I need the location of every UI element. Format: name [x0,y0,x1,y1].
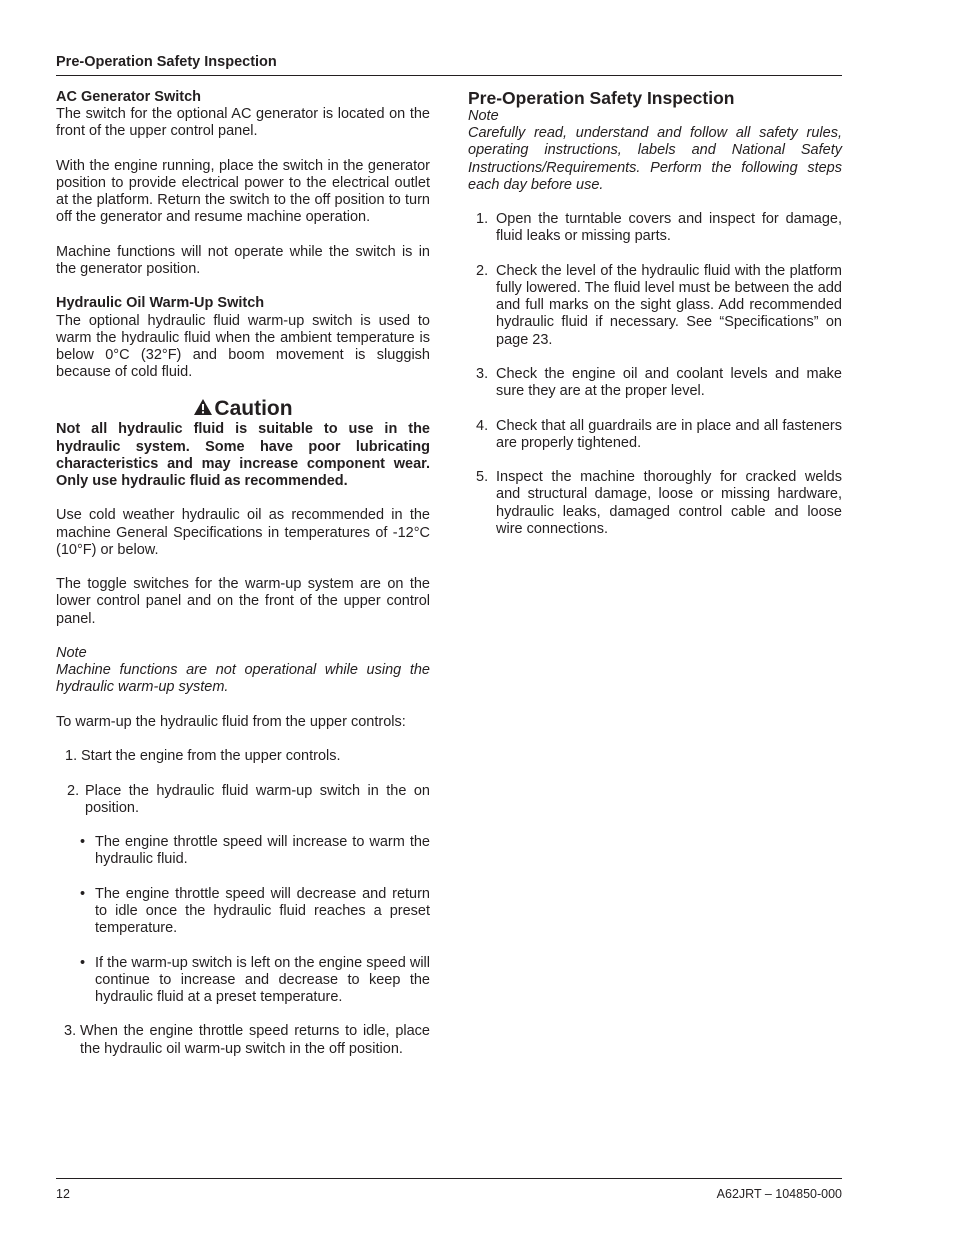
pre-operation-heading: Pre-Operation Safety Inspection [468,88,735,108]
caution-text: Not all hydraulic fluid is suitable to use in the hydraulic system. Some have poor lubricating characteristics and may increase component wear. Only use hydraulic fluid as recommended. [56,421,430,490]
inspection-step-4: 4. Check that all guardrails are in place and all fasteners are properly tightened. [476,417,842,451]
toggle-switch-paragraph: The toggle switches for the warm-up system are on the lower control panel and on the front of the upper control panel. [56,576,430,627]
cold-weather-paragraph: Use cold weather hydraulic oil as recommended in the machine General Specifications in temperatures of -12°C (10°F) or below. [56,507,430,558]
warmup-step-2: 2. Place the hydraulic fluid warm-up switch in the on position. [67,782,430,816]
hydraulic-warmup-paragraph: The optional hydraulic fluid warm-up switch is used to warm the hydraulic fluid when the ambient temperature is below 0°C (32°F) and boom movement is sluggish because of cold fluid. [56,312,430,381]
right-note-label: Note [468,108,499,124]
warmup-step-3: 3. When the engine throttle speed returns to idle, place the hydraulic oil warm-up switch in the off position. [64,1023,430,1057]
inspection-step-3: 3. Check the engine oil and coolant levels and make sure they are at the proper level. [476,366,842,400]
left-column [56,89,430,1075]
right-column [468,89,842,555]
warning-triangle-icon [193,398,213,416]
caution-heading [56,397,430,421]
page-number: 12 [56,1187,70,1201]
warmup-bullet-3: • If the warm-up switch is left on the engine speed will continue to increase and decrease to keep the hydraulic fluid at a preset temperature. [80,954,430,1005]
warmup-step-1: 1. Start the engine from the upper controls. [65,748,341,765]
warmup-bullet-1: • The engine throttle speed will increase to warm the hydraulic fluid. [80,834,430,868]
warmup-intro: To warm-up the hydraulic fluid from the upper controls: [56,713,406,730]
ac-generator-paragraph-3: Machine functions will not operate while the switch is in the generator position. [56,243,430,277]
ac-generator-paragraph-1: The switch for the optional AC generator is located on the front of the upper control panel. [56,106,430,140]
right-note-text: Carefully read, understand and follow all safety rules, operating instructions, labels and National Safety Instructions/Requirements. Perform the following steps each day before use. [468,125,842,193]
caution-title: Caution [214,397,293,421]
ac-generator-heading: AC Generator Switch [56,89,202,105]
inspection-step-2: 2. Check the level of the hydraulic fluid with the platform fully lowered. The fluid level must be between the add and full marks on the sight glass. Add recommended hydraulic fluid if necessary. See “Specifications” on page 23. [476,262,842,348]
note-text: Machine functions are not operational while using the hydraulic warm-up system. [56,662,430,696]
inspection-step-1: 1. Open the turntable covers and inspect for damage, fluid leaks or missing parts. [476,211,842,245]
warmup-bullet-2: • The engine throttle speed will decrease and return to idle once the hydraulic fluid reaches a preset temperature. [80,885,430,937]
inspection-step-5: 5. Inspect the machine thoroughly for cracked welds and structural damage, loose or missing hardware, hydraulic leaks, damaged control cable and loose wire connections. [476,469,842,537]
note-label: Note [56,645,87,661]
header-rule [56,75,842,76]
ac-generator-paragraph-2: With the engine running, place the switch in the generator position to provide electrical power to the electrical outlet at the platform. Return the switch to the off position to turn off the generator and resume machine operation. [56,157,430,226]
document-id: A62JRT – 104850-000 [716,1187,842,1201]
footer-rule [56,1178,842,1179]
hydraulic-warmup-heading: Hydraulic Oil Warm-Up Switch [56,295,265,312]
page-header-title: Pre-Operation Safety Inspection [56,54,277,70]
